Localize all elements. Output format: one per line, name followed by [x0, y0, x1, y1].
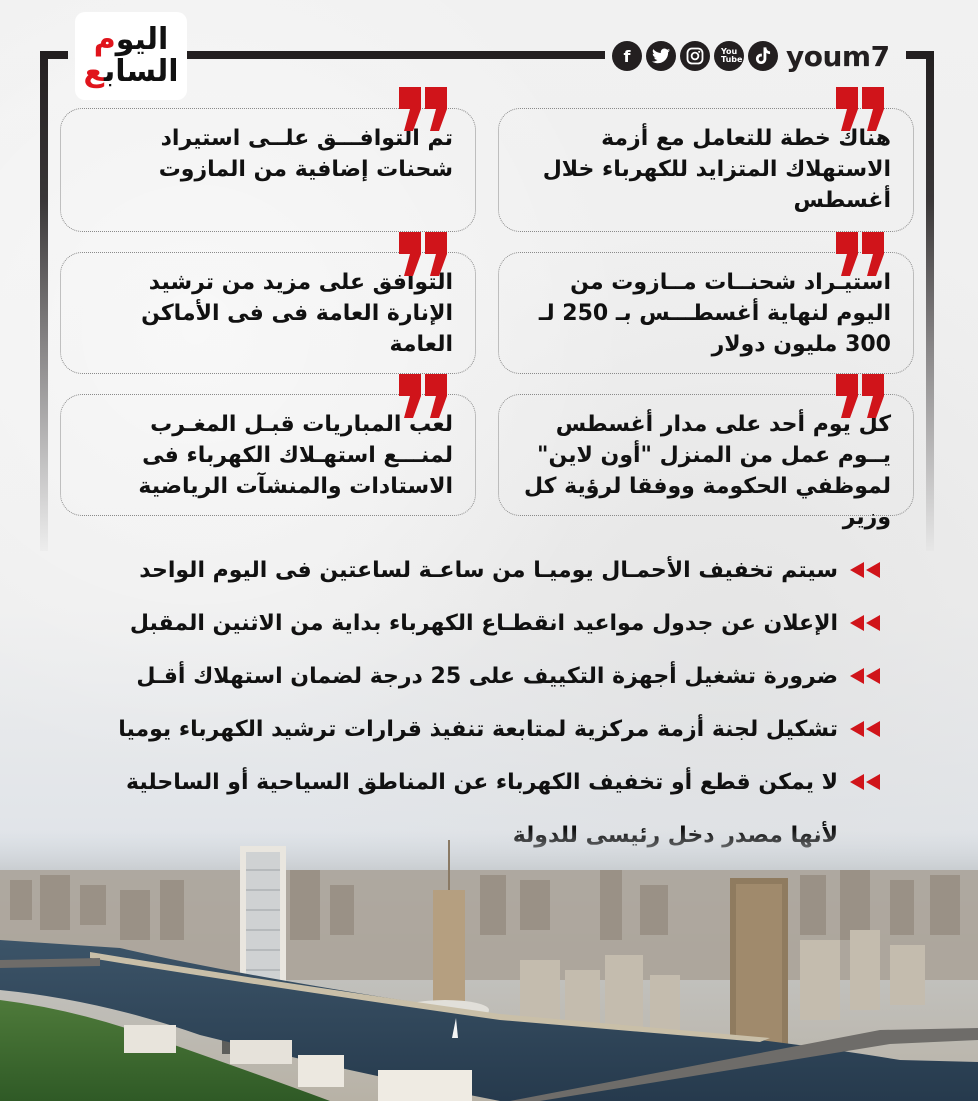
twitter-bird-glyph [652, 48, 670, 64]
bullet-text: الإعلان عن جدول مواعيد انقطـاع الكهرباء بداية من الاثنين المقبل [129, 610, 838, 636]
bullet-text: ضرورة تشغيل أجهزة التكييف على 25 درجة لضمان استهلاك أقـل [136, 663, 838, 689]
frame-left-border [40, 51, 48, 551]
double-arrow-left-icon [850, 773, 882, 791]
bullet-text: لا يمكن قطع أو تخفيف الكهرباء عن المناطق السياحية أو الساحلية [126, 769, 838, 795]
double-arrow-left-icon [850, 720, 882, 738]
logo-text-black: اليو [115, 22, 169, 57]
frame-right-border [926, 51, 934, 551]
logo-text-red: ع [83, 54, 104, 89]
brand-name: youm7 [786, 39, 890, 73]
bullet-item [130, 597, 882, 649]
bullet-item [126, 756, 882, 808]
quote-mark-icon [834, 232, 886, 276]
frame-top-right-corner [906, 51, 934, 59]
logo-line-2 [83, 54, 179, 89]
double-arrow-left-icon [850, 561, 882, 579]
quote-text: التوافق على مزيد من ترشيد الإنارة العامة فى فى الأماكن العامة [141, 270, 453, 357]
quote-text: تم التوافـــق علــى استيراد شحنات إضافية من المازوت [158, 126, 453, 182]
youm7-logo [75, 12, 187, 100]
logo-line-1 [93, 22, 169, 57]
double-arrow-left-icon [850, 667, 882, 685]
quote-text: لعب المباريات قبـل المغـرب لمنـــع استهـلاك الكهرباء فى الاستادات والمنشآت الرياضية [138, 412, 453, 499]
bullet-text: سيتم تخفيف الأحمـال يوميـا من ساعـة لساعتين فى اليوم الواحد [139, 557, 838, 583]
quote-mark-icon [834, 87, 886, 131]
bullet-text: تشكيل لجنة أزمة مركزية لمتابعة تنفيذ قرارات ترشيد الكهرباء يوميا [118, 716, 838, 742]
youtube-glyph: You Tube [721, 47, 743, 64]
instagram-icon[interactable] [680, 41, 710, 71]
quote-mark-icon [397, 374, 449, 418]
tiktok-note-glyph [755, 47, 771, 65]
city-illustration [0, 830, 978, 1101]
youtube-icon[interactable] [714, 41, 744, 71]
bullet-item [136, 650, 882, 702]
bullet-item [118, 703, 882, 755]
bullet-item [139, 544, 882, 596]
social-links [612, 38, 890, 74]
quote-mark-icon [834, 374, 886, 418]
quote-text: استيـراد شحنــات مــازوت من اليوم لنهاية أغسطـــس بـ 250 لـ 300 مليون دولار [538, 270, 891, 357]
quote-mark-icon [397, 232, 449, 276]
quote-text: كل يوم أحد على مدار أغسطس يــوم عمل من المنزل "أون لاين" لموظفي الحكومة ووفقا لرؤية كل وزير [524, 412, 891, 530]
logo-text-red: م [93, 22, 116, 57]
instagram-camera-glyph [686, 47, 704, 65]
tiktok-icon[interactable] [748, 41, 778, 71]
facebook-icon[interactable] [612, 41, 642, 71]
facebook-glyph: f [623, 46, 631, 66]
quote-mark-icon [397, 87, 449, 131]
twitter-icon[interactable] [646, 41, 676, 71]
logo-text-black: الساب [103, 54, 179, 89]
cairo-skyline-photo [0, 830, 978, 1101]
double-arrow-left-icon [850, 614, 882, 632]
frame-top-left-corner [40, 51, 68, 59]
quote-text: هناك خطة للتعامل مع أزمة الاستهلاك المتزايد للكهرباء خلال أغسطس [542, 126, 891, 213]
